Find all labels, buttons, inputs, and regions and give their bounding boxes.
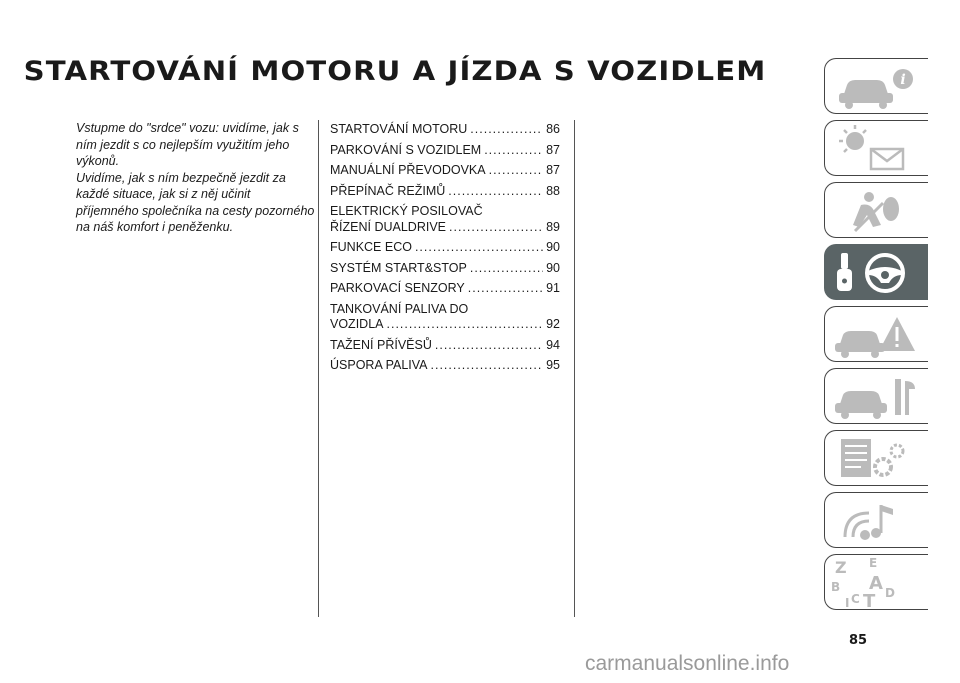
toc-entry-title: PARKOVACÍ SENZORY	[330, 281, 465, 295]
toc-leader-dots	[448, 184, 543, 200]
toc-entry[interactable]	[330, 143, 560, 159]
toc-entry-page: 89	[546, 219, 560, 234]
alphabet-index-icon	[825, 555, 929, 611]
page-title: STARTOVÁNÍ MOTORU A JÍZDA S VOZIDLEM	[23, 56, 767, 87]
toc-entry-page: 87	[546, 142, 560, 157]
toc-leader-dots	[415, 240, 543, 256]
toc-entry-page: 90	[546, 260, 560, 275]
toc-leader-dots	[435, 338, 543, 354]
toc-entry-title: VOZIDLA	[330, 317, 384, 331]
toc-entry-title: PARKOVÁNÍ S VOZIDLEM	[330, 142, 482, 157]
toc-entry-page: 90	[546, 240, 560, 254]
chapter-tabs	[824, 58, 932, 616]
toc-entry[interactable]	[330, 163, 560, 179]
toc-leader-dots	[387, 317, 544, 333]
lights-envelope-icon	[825, 121, 929, 177]
toc-entry-title: FUNKCE ECO	[330, 240, 412, 254]
toc-entry[interactable]	[330, 338, 560, 354]
toc-leader-dots	[431, 358, 544, 374]
intro-text	[76, 120, 316, 236]
intro-paragraph: Uvidíme, jak s ním bezpečně jezdit za každé situace, jak si z něj učinit příjemného společníka na cesty pozorného na náš komfort i peněženku.	[76, 170, 315, 234]
tab-technical-data[interactable]	[824, 430, 928, 486]
toc-entry-title: STARTOVÁNÍ MOTORU	[330, 122, 468, 136]
media-music-icon	[825, 493, 929, 549]
toc-entry-page: 86	[546, 122, 560, 136]
toc-entry[interactable]	[330, 122, 560, 138]
tab-letter: D	[885, 586, 895, 600]
toc-entry-page: 95	[546, 358, 560, 372]
toc-entry-page: 88	[546, 183, 560, 198]
toc-entry-title: MANUÁLNÍ PŘEVODOVKA	[330, 163, 486, 177]
toc-entry-lead: TANKOVÁNÍ PALIVA DO	[330, 301, 469, 316]
tab-maintenance[interactable]	[824, 368, 928, 424]
toc-entry-page: 92	[546, 317, 560, 331]
tab-car-info[interactable]	[824, 58, 928, 114]
tab-letter: A	[869, 573, 883, 594]
toc-leader-dots	[489, 163, 544, 179]
toc-leader-dots	[484, 143, 543, 159]
toc-entry-page: 91	[546, 281, 560, 295]
tab-letter: T	[863, 591, 876, 611]
tab-index[interactable]	[824, 554, 928, 610]
tab-letter: Z	[835, 558, 847, 577]
toc-leader-dots	[470, 261, 543, 277]
car-info-icon	[825, 59, 929, 115]
tab-letter: E	[869, 556, 878, 570]
tab-safety[interactable]	[824, 182, 928, 238]
tab-multimedia[interactable]	[824, 492, 928, 548]
toc-entry[interactable]	[330, 358, 560, 374]
toc-entry-title: ÚSPORA PALIVA	[330, 358, 428, 372]
watermark: carmanualsonline.info	[585, 652, 790, 675]
toc-entry[interactable]	[330, 204, 560, 235]
toc-entry[interactable]	[330, 302, 560, 333]
toc-entry-title: TAŽENÍ PŘÍVĚSŮ	[330, 337, 432, 352]
toc-entry-title: ŘÍZENÍ DUALDRIVE	[330, 219, 446, 234]
toc-leader-dots	[468, 281, 543, 297]
toc-entry[interactable]	[330, 281, 560, 297]
car-warning-icon	[825, 307, 929, 363]
column-divider	[574, 120, 575, 617]
toc-entry-page: 87	[546, 163, 560, 177]
page-number: 85	[848, 633, 868, 648]
key-steering-wheel-icon	[825, 245, 929, 301]
table-of-contents	[330, 122, 560, 379]
tab-letter: I	[845, 596, 850, 610]
intro-paragraph: Vstupme do "srdce" vozu: uvidíme, jak s ním jezdit s co nejlepším využitím jeho výkonů.	[76, 121, 299, 168]
toc-entry-title: SYSTÉM START&STOP	[330, 260, 467, 275]
tab-starting-driving[interactable]	[824, 244, 928, 300]
document-gear-icon	[825, 431, 929, 487]
car-tools-icon	[825, 369, 929, 425]
toc-leader-dots	[470, 122, 543, 138]
svg-text:i: i	[900, 72, 906, 88]
toc-entry-lead: ELEKTRICKÝ POSILOVAČ	[330, 204, 483, 218]
column-divider	[318, 120, 319, 617]
tab-letter: B	[831, 580, 841, 594]
tab-letter: C	[851, 592, 860, 606]
toc-entry-page: 94	[546, 337, 560, 352]
tab-lights-messages[interactable]	[824, 120, 928, 176]
toc-entry-title: PŘEPÍNAČ REŽIMŮ	[330, 183, 446, 198]
toc-entry[interactable]	[330, 240, 560, 256]
toc-entry[interactable]	[330, 261, 560, 277]
tab-emergency[interactable]	[824, 306, 928, 362]
airbag-passenger-icon	[825, 183, 929, 239]
toc-leader-dots	[449, 220, 543, 236]
toc-entry[interactable]	[330, 184, 560, 200]
